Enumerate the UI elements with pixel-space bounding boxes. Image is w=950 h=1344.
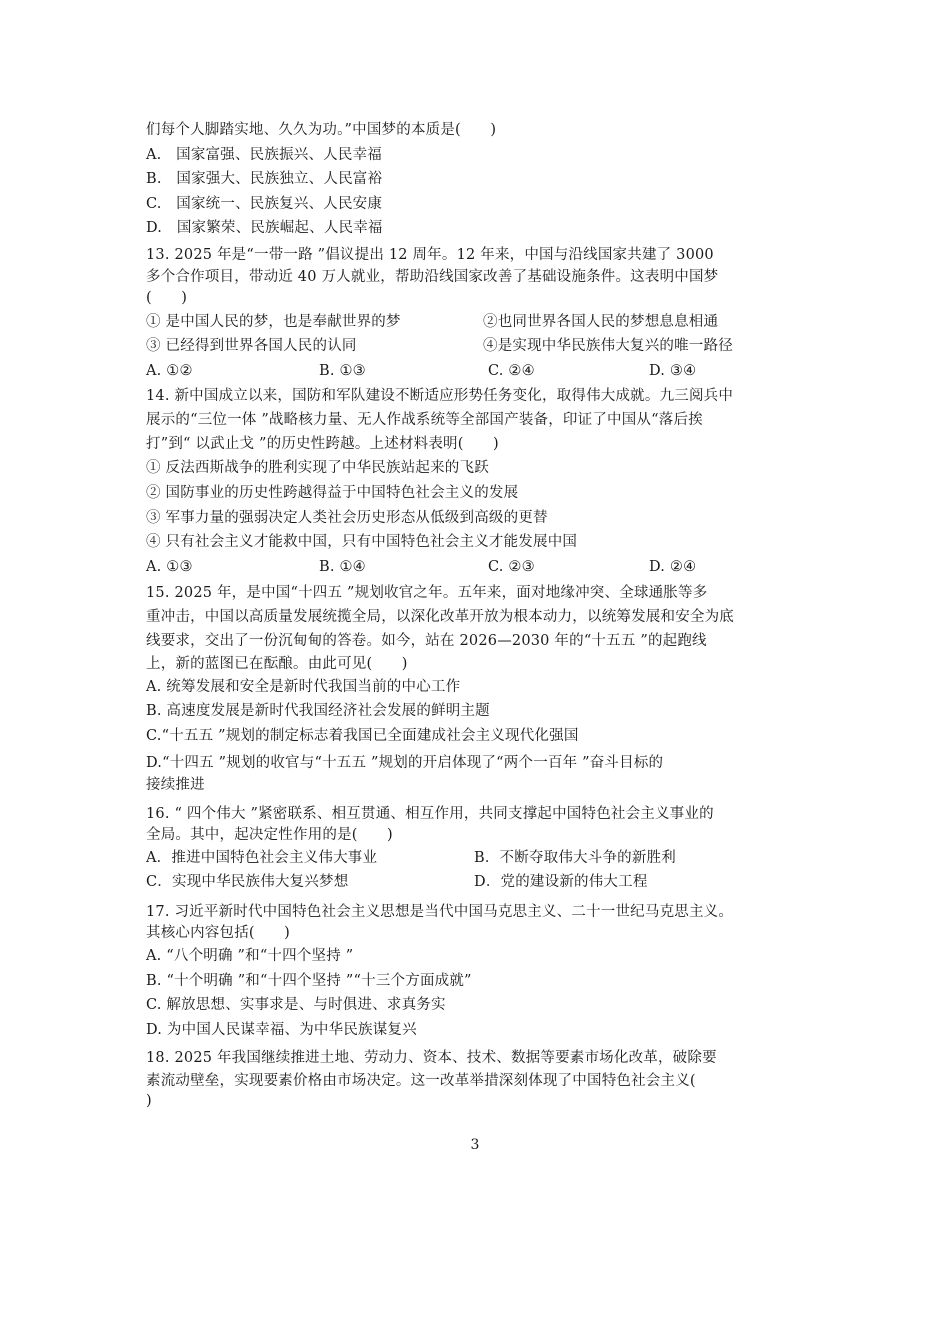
q13-statement-1: ① 是中国人民的梦，也是奉献世界的梦: [146, 314, 401, 330]
q16-stem-line2: 全局。其中，起决定性作用的是( ): [146, 827, 393, 843]
q13-option-d: D. ③④: [649, 363, 697, 379]
q16-stem-line1: 16. “ 四个伟大 ”紧密联系、相互贯通、相互作用，共同支撑起中国特色社会主义事业的: [146, 806, 714, 822]
q15-stem-line2: 重冲击，中国以高质量发展统揽全局，以深化改革开放为根本动力，以统筹发展和安全为底: [146, 609, 734, 625]
q17-stem-line2: 其核心内容包括( ): [146, 925, 291, 941]
q12-option-d: D. 国家繁荣、民族崛起、人民幸福: [146, 220, 383, 236]
q14-stem-line2: 展示的“三位一体 ”战略核力量、无人作战系统等全部国产装备，印证了中国从“落后挨: [146, 412, 703, 428]
q16-option-d: D．党的建设新的伟大工程: [474, 874, 648, 890]
q13-stem-line3: ( ): [146, 290, 188, 306]
q15-stem-line1: 15. 2025 年，是中国“十四五 ”规划收官之年。五年来，面对地缘冲突、全球通胀等多: [146, 585, 708, 601]
q17-option-b: B. “十个明确 ”和“十四个坚持 ”“十三个方面成就”: [146, 973, 472, 989]
q14-stem-line1: 14. 新中国成立以来，国防和军队建设不断适应形势任务变化，取得伟大成就。九三阅兵中: [146, 388, 734, 404]
page-number: 3: [470, 1137, 480, 1153]
q15-option-a: A. 统筹发展和安全是新时代我国当前的中心工作: [146, 679, 461, 695]
q13-option-b: B. ①③: [319, 363, 366, 379]
q16-option-c: C．实现中华民族伟大复兴梦想: [146, 874, 349, 890]
q13-stem-line1: 13. 2025 年是“一带一路 ”倡议提出 12 周年。12 年来，中国与沿线国家共建了 3000: [146, 247, 714, 263]
q17-option-d: D. 为中国人民谋幸福、为中华民族谋复兴: [146, 1022, 417, 1038]
q15-option-c: C.“十五五 ”规划的制定标志着我国已全面建成社会主义现代化强国: [146, 728, 579, 744]
q14-stem-line3: 打”到“ 以武止戈 ”的历史性跨越。上述材料表明( ): [146, 436, 499, 452]
q12-option-c: C. 国家统一、民族复兴、人民安康: [146, 196, 383, 212]
q17-stem-line1: 17. 习近平新时代中国特色社会主义思想是当代中国马克思主义、二十一世纪马克思主义。: [146, 904, 734, 920]
q15-option-d-line1: D.“十四五 ”规划的收官与“十五五 ”规划的开启体现了“两个一百年 ”奋斗目标的: [146, 755, 664, 771]
q16-option-a: A．推进中国特色社会主义伟大事业: [146, 850, 378, 866]
q14-option-c: C. ②③: [488, 559, 535, 575]
q13-statement-2: ②也同世界各国人民的梦想息息相通: [483, 314, 719, 330]
q12-stem-end: 们每个人脚踏实地、久久为功。”中国梦的本质是( ): [146, 122, 497, 138]
q15-option-d-line2: 接续推进: [146, 777, 205, 793]
q14-option-b: B. ①④: [319, 559, 366, 575]
q17-option-a: A. “八个明确 ”和“十四个坚持 ”: [146, 948, 354, 964]
q14-statement-3: ③ 军事力量的强弱决定人类社会历史形态从低级到高级的更替: [146, 510, 548, 526]
q14-statement-1: ① 反法西斯战争的胜利实现了中华民族站起来的飞跃: [146, 460, 489, 476]
q13-option-a: A. ①②: [146, 363, 193, 379]
q14-statement-4: ④ 只有社会主义才能救中国，只有中国特色社会主义才能发展中国: [146, 534, 578, 550]
q13-statement-4: ④是实现中华民族伟大复兴的唯一路径: [483, 338, 733, 354]
q18-stem-line3: ): [146, 1093, 152, 1109]
q15-stem-line4: 上，新的蓝图已在酝酿。由此可见( ): [146, 656, 408, 672]
q13-option-c: C. ②④: [488, 363, 535, 379]
q14-option-a: A. ①③: [146, 559, 193, 575]
q13-statement-3: ③ 已经得到世界各国人民的认同: [146, 338, 357, 354]
q14-option-d: D. ②④: [649, 559, 697, 575]
q17-option-c: C. 解放思想、实事求是、与时俱进、求真务实: [146, 997, 446, 1013]
q18-stem-line2: 素流动壁垒，实现要素价格由市场决定。这一改革举措深刻体现了中国特色社会主义(: [146, 1073, 696, 1089]
q14-statement-2: ② 国防事业的历史性跨越得益于中国特色社会主义的发展: [146, 485, 519, 501]
q16-option-b: B．不断夺取伟大斗争的新胜利: [474, 850, 676, 866]
q12-option-b: B. 国家强大、民族独立、人民富裕: [146, 171, 383, 187]
q15-stem-line3: 线要求，交出了一份沉甸甸的答卷。如今，站在 2026—2030 年的“十五五 ”的起跑线: [146, 633, 707, 649]
q18-stem-line1: 18. 2025 年我国继续推进土地、劳动力、资本、技术、数据等要素市场化改革，破除要: [146, 1050, 717, 1066]
q13-stem-line2: 多个合作项目，带动近 40 万人就业，帮助沿线国家改善了基础设施条件。这表明中国梦: [146, 269, 719, 285]
q15-option-b: B. 高速度发展是新时代我国经济社会发展的鲜明主题: [146, 703, 490, 719]
q12-option-a: A. 国家富强、民族振兴、人民幸福: [146, 147, 382, 163]
